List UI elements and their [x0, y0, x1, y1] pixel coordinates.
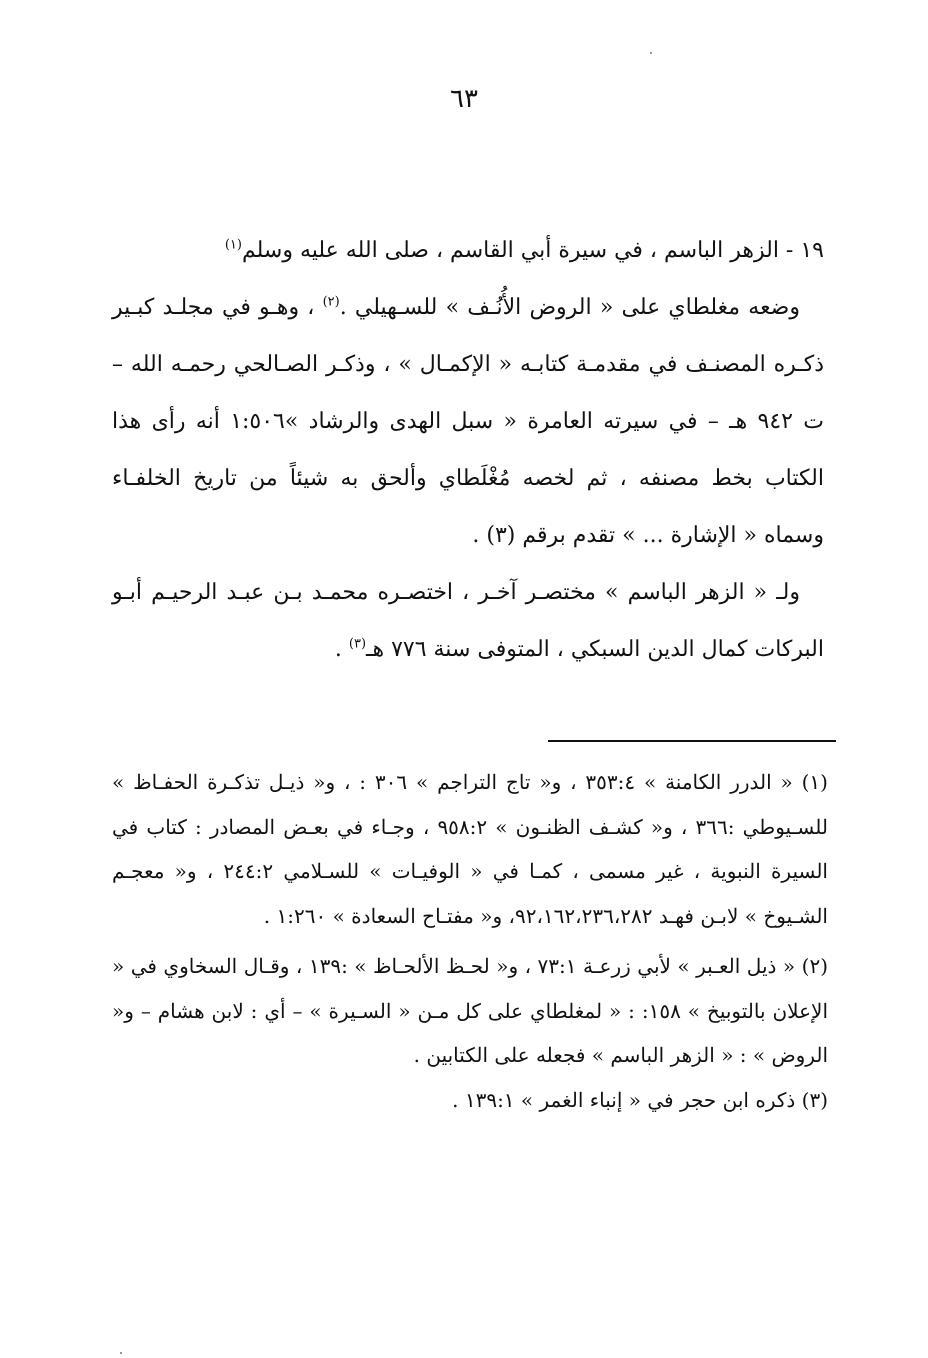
footnote-ref-3: (٣) [348, 636, 367, 652]
entry-number: ١٩ [800, 238, 824, 263]
entry-paragraph-1 [112, 279, 824, 564]
entry-heading [112, 222, 824, 279]
footnote-separator [548, 740, 836, 742]
entry-dash: - [778, 238, 801, 263]
footnote-1: (١) « الدرر الكامنة » ٣٥٣:٤ ، و« تاج التراجم » ٣٠٦ : ، و« ذيـل تذكـرة الحفـاظ » للسـيوطي :٣٦٦ ، و« كشـف الظنـون » ٩٥٨:٢ ، وجـاء في بعـض المصادر : كتاب في السيرة النبوية ، غير مسمى ، كمـا في « الوفيـات » للسـلامي ٢٤٤:٢ ، و« معجـم الشـيوخ » لابـن فهـد ٩٢،١٦٢،٢٣٦،٢٨٢، و« مفتـاح السعادة » ١:٢٦٠ . [112, 770, 828, 928]
entry-title: الزهر الباسم ، في سيرة أبي القاسم ، صلى الله عليه وسلم [241, 238, 779, 263]
scan-speck [650, 52, 652, 54]
footnote-ref-2: (٢) [322, 294, 340, 310]
footnotes [112, 760, 828, 1122]
footnote-3: (٣) ذكره ابن حجر في « إنباء الغمر » ١٣٩:١ . [452, 1087, 828, 1112]
main-text [112, 222, 824, 678]
scan-speck [120, 1352, 122, 1354]
footnote-ref-1: (١) [224, 237, 242, 253]
paragraph-1-start: وضعه مغلطاي على « الروض الأُنُـف » للسـهيلي . [339, 295, 800, 320]
page-number: ٦٣ [450, 84, 478, 114]
footnote-2: (٢) « ذيل العـبر » لأبي زرعـة ٧٣:١ ، و« لحـظ الألحـاظ » :١٣٩ ، وقـال السخاوي في « الإعلان بالتوبيخ » ١٥٨: : « لمغلطاي على كل مـن « السـيرة » – أي : لابن هشام – و« الروض » : « الزهر الباسم » فجعله على الكتابين . [112, 954, 828, 1067]
entry-paragraph-2 [112, 564, 824, 678]
paragraph-2-end: . [334, 637, 342, 662]
paragraph-1-rest: ، وهـو في مجلـد كبـير ذكـره المصنـف في مقدمـة كتابـه « الإكمـال » ، وذكـر الصـالحي رحمـه الله – ت ٩٤٢ هـ – في سيرته العامرة « سبل الهدى والرشاد »١:٥٠٦ أنه رأى هذا الكتاب بخط مصنفه ، ثم لخصه مُغْلَطاي وألحق به شيئاً من تاريخ الخلفـاء وسماه « الإشارة ... » تقدم برقم (٣) . [112, 295, 824, 548]
paragraph-2-text: ولـ « الزهر الباسم » مختصـر آخـر ، اختصـره محمـد بـن عبـد الرحيـم أبـو البركات كمال الدين السبكي ، المتوفى سنة ٧٧٦ هـ [112, 580, 824, 662]
